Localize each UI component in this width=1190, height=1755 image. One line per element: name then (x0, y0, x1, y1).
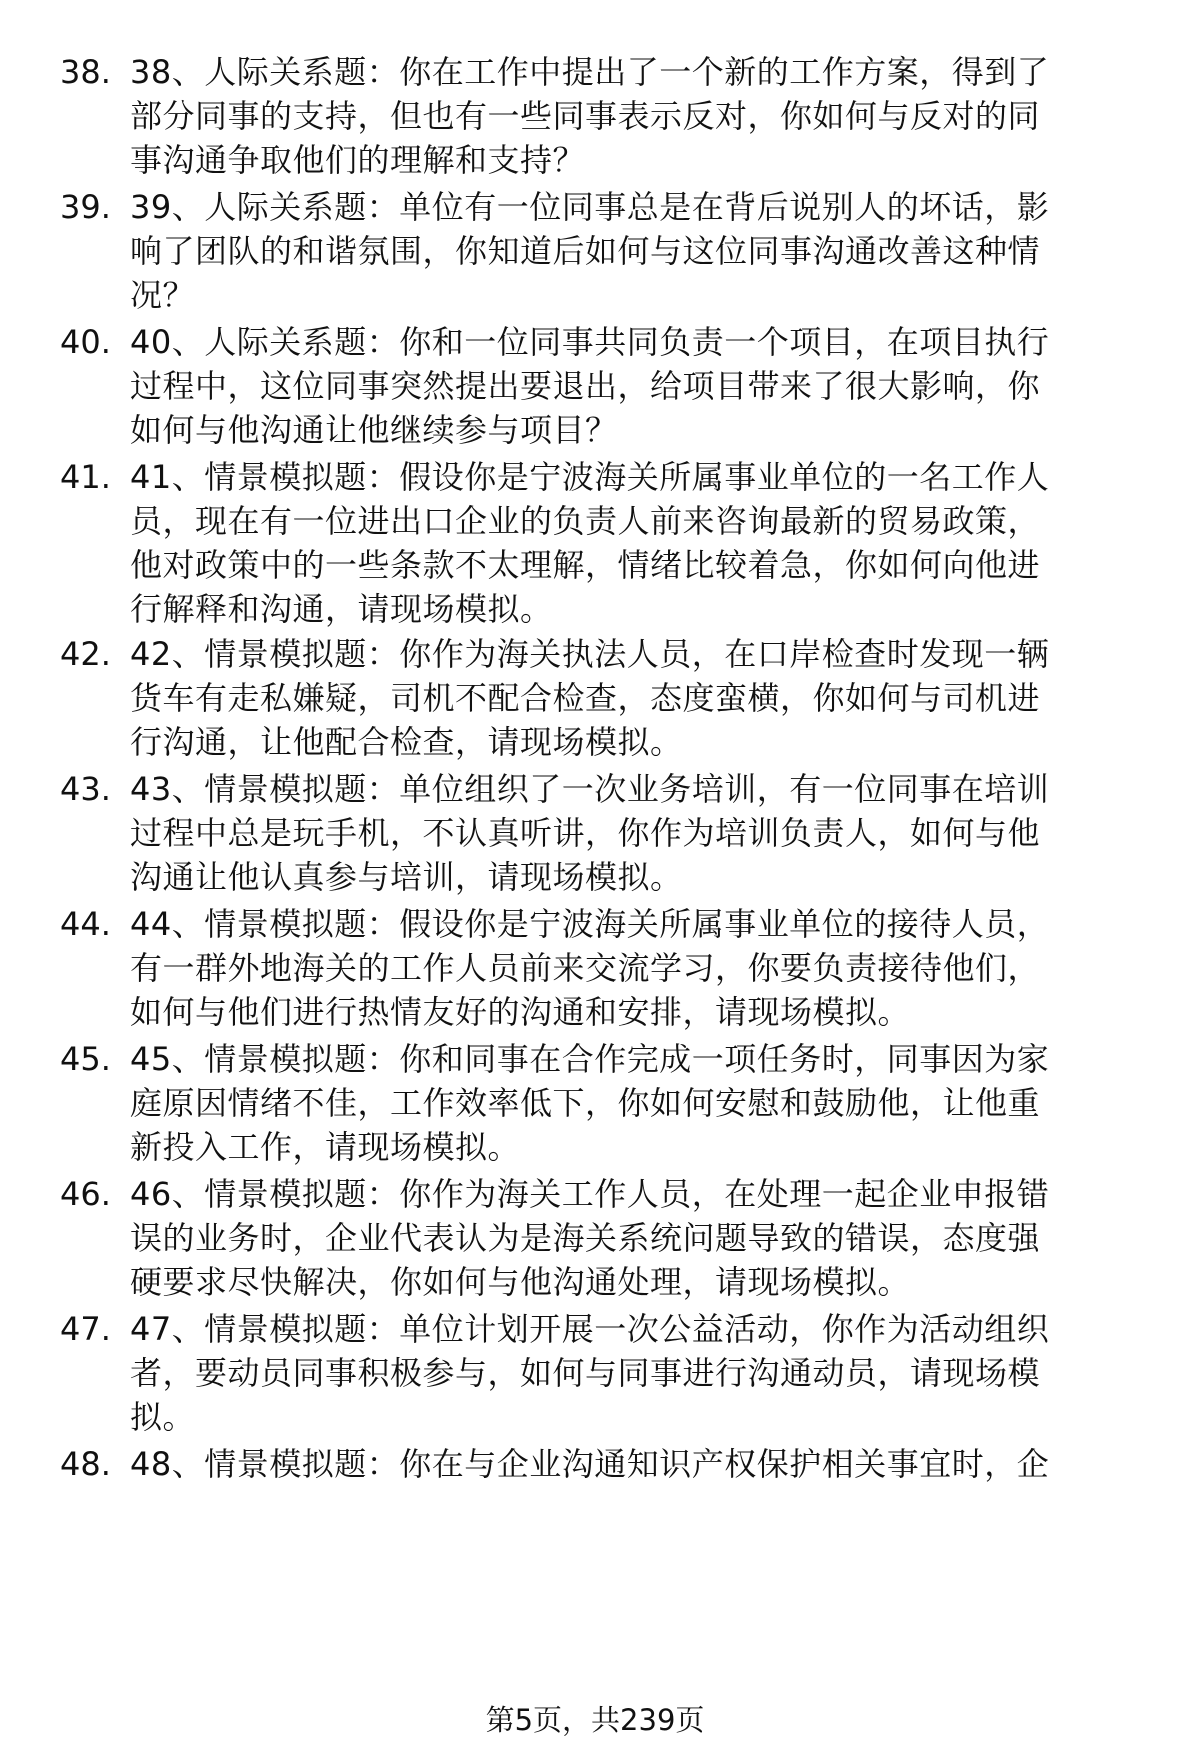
question-line: 47、情景模拟题：单位计划开展一次公益活动，你作为活动组织 (130, 1310, 1050, 1348)
question-line: 者，要动员同事积极参与，如何与同事进行沟通动员，请现场模 (130, 1354, 1041, 1392)
question-text (130, 455, 1155, 631)
question-line: 42、情景模拟题：你作为海关执法人员，在口岸检查时发现一辆 (130, 635, 1050, 673)
question-number: 39. (60, 188, 111, 226)
question-line: 响了团队的和谐氛围，你知道后如何与这位同事沟通改善这种情 (130, 232, 1041, 270)
question-line: 况？ (130, 276, 196, 314)
question-text (130, 1172, 1155, 1304)
question-line: 41、情景模拟题：假设你是宁波海关所属事业单位的一名工作人 (130, 458, 1050, 496)
question-line: 43、情景模拟题：单位组织了一次业务培训，有一位同事在培训 (130, 770, 1050, 808)
page-number-footer: 第5页，共239页 (485, 1703, 705, 1737)
question-line: 货车有走私嫌疑，司机不配合检查，态度蛮横，你如何与司机进 (130, 679, 1041, 717)
question-number: 47. (60, 1310, 111, 1348)
question-number: 38. (60, 53, 111, 91)
question-text (130, 320, 1155, 452)
question-line: 他对政策中的一些条款不太理解，情绪比较着急，你如何向他进 (130, 546, 1041, 584)
question-text (130, 50, 1155, 182)
question-line: 48、情景模拟题：你在与企业沟通知识产权保护相关事宜时，企 (130, 1445, 1050, 1483)
question-number: 40. (60, 323, 111, 361)
question-text (130, 767, 1155, 899)
question-line: 44、情景模拟题：假设你是宁波海关所属事业单位的接待人员， (130, 905, 1050, 943)
question-text (130, 632, 1155, 764)
question-line: 过程中总是玩手机，不认真听讲，你作为培训负责人，如何与他 (130, 814, 1041, 852)
question-line: 如何与他沟通让他继续参与项目？ (130, 411, 618, 449)
question-number: 46. (60, 1175, 111, 1213)
question-line: 38、人际关系题：你在工作中提出了一个新的工作方案，得到了 (130, 53, 1050, 91)
question-line: 拟。 (130, 1398, 196, 1436)
question-number: 41. (60, 458, 111, 496)
question-line: 行沟通，让他配合检查，请现场模拟。 (130, 723, 683, 761)
question-line: 40、人际关系题：你和一位同事共同负责一个项目，在项目执行 (130, 323, 1050, 361)
question-line: 员，现在有一位进出口企业的负责人前来咨询最新的贸易政策， (130, 502, 1041, 540)
question-number: 45. (60, 1040, 111, 1078)
question-text (130, 1037, 1155, 1169)
question-line: 45、情景模拟题：你和同事在合作完成一项任务时，同事因为家 (130, 1040, 1050, 1078)
question-line: 新投入工作，请现场模拟。 (130, 1128, 521, 1166)
question-number: 42. (60, 635, 111, 673)
question-number: 43. (60, 770, 111, 808)
question-line: 46、情景模拟题：你作为海关工作人员，在处理一起企业申报错 (130, 1175, 1050, 1213)
question-line: 事沟通争取他们的理解和支持？ (130, 141, 586, 179)
question-line: 如何与他们进行热情友好的沟通和安排，请现场模拟。 (130, 993, 911, 1031)
question-text (130, 185, 1155, 317)
question-number: 44. (60, 905, 111, 943)
question-line: 过程中，这位同事突然提出要退出，给项目带来了很大影响，你 (130, 367, 1041, 405)
question-line: 硬要求尽快解决，你如何与他沟通处理，请现场模拟。 (130, 1263, 911, 1301)
question-text (130, 1442, 1155, 1486)
question-text (130, 1307, 1155, 1439)
question-line: 部分同事的支持，但也有一些同事表示反对，你如何与反对的同 (130, 97, 1041, 135)
question-line: 误的业务时，企业代表认为是海关系统问题导致的错误，态度强 (130, 1219, 1041, 1257)
question-line: 39、人际关系题：单位有一位同事总是在背后说别人的坏话，影 (130, 188, 1050, 226)
question-line: 庭原因情绪不佳，工作效率低下，你如何安慰和鼓励他，让他重 (130, 1084, 1041, 1122)
question-line: 沟通让他认真参与培训，请现场模拟。 (130, 858, 683, 896)
question-text (130, 902, 1155, 1034)
question-number: 48. (60, 1445, 111, 1483)
question-line: 有一群外地海关的工作人员前来交流学习，你要负责接待他们， (130, 949, 1041, 987)
question-line: 行解释和沟通，请现场模拟。 (130, 590, 553, 628)
